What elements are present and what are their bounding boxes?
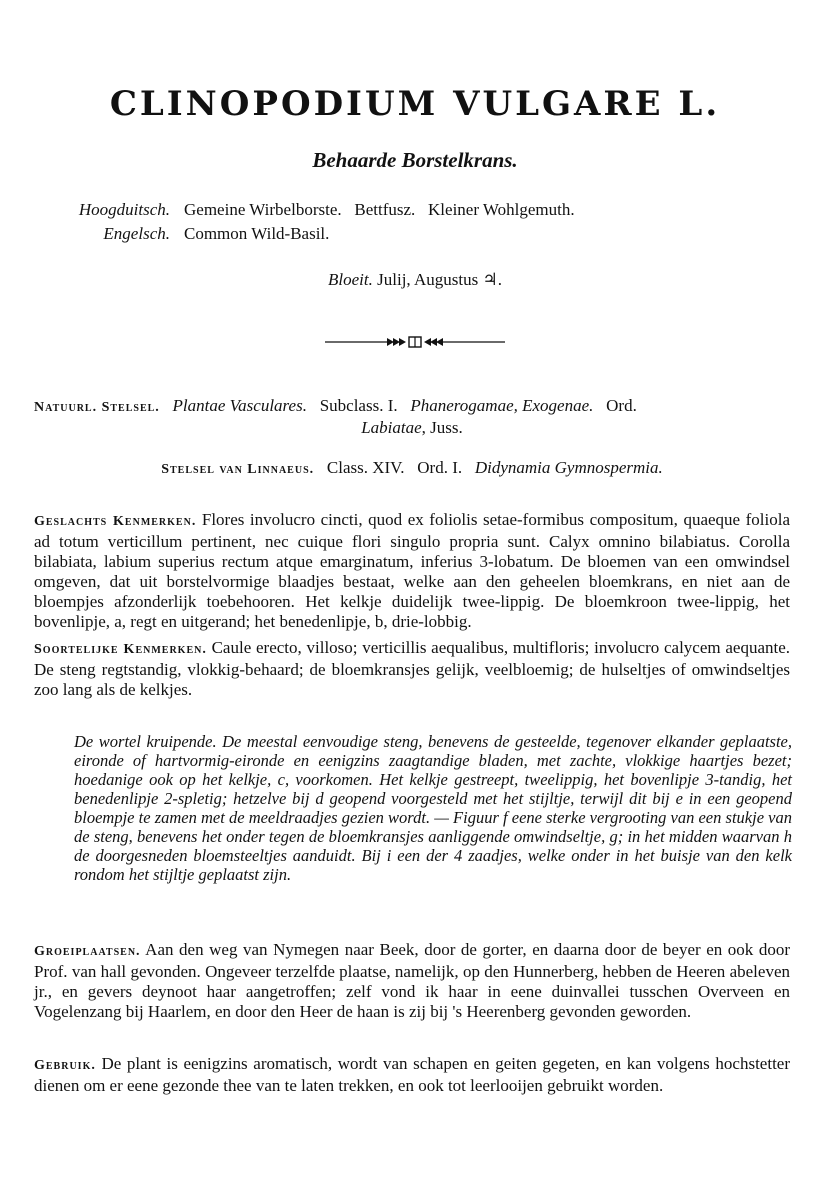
- habitats-text: Aan den weg van Nymegen naar Beek, door de gorter, en daarna door de beyer en ook door Prof. van hall gevonden. Ongeveer terzelfde plaatse, namelijk, op den Hunnerberg, hebben de Heeren abeleven jr., en gevers deynoot haar aangetroffen; zelf vond ik haar in eene duinvallei tusschen Overveen en Vogelenzang bij Haarlem, en door den Heer de haan is zij bij 's Heerenberg gevonden geworden.: [34, 940, 790, 1021]
- section-label: Soortelijke Kenmerken.: [34, 642, 207, 657]
- species-text: Caule erecto, villoso; verticillis aequalibus, multifloris; involucro calycem aequante. De steng regtstandig, vlokkig-behaard; de bloemkransjes gelijk, veelbloemig; de hulseltjes of omwindseltjes zoo lang als de kelkjes.: [34, 638, 791, 699]
- linnaeus-class: Class. XIV. Ord. I.: [326, 458, 463, 477]
- section-label: Natuurl. Stelsel.: [34, 400, 160, 415]
- language-label: Hoogduitsch.: [78, 200, 170, 219]
- habitats: [34, 940, 790, 1022]
- species-characters: [34, 638, 790, 700]
- flowering-label: Bloeit.: [328, 270, 373, 289]
- language-label: Engelsch.: [103, 224, 170, 243]
- section-label: Gebruik.: [34, 1058, 96, 1073]
- flowering-line: [0, 270, 830, 290]
- natural-system-phanerogamae: Phanerogamae, Exogenae.: [410, 396, 594, 415]
- natural-system-order-line: [34, 418, 790, 438]
- linnaeus-didynamia: Didynamia Gymnospermia.: [474, 458, 663, 477]
- natural-system-juss: , Juss.: [421, 418, 463, 437]
- common-name-row-german: [40, 198, 575, 222]
- usage-text: De plant is eenigzins aromatisch, wordt van schapen en geiten gegeten, en kan volgens hochstetter dienen om er eene gezonde thee van te laten trekken, en ook tot leerlooijen gebruikt worden.: [34, 1054, 790, 1095]
- genus-characters: [34, 510, 790, 632]
- common-name-text: Gemeine Wirbelborste. Bettfusz. Kleiner Wohlgemuth.: [184, 200, 575, 219]
- ornament-divider: [325, 334, 505, 350]
- dutch-name: Behaarde Borstelkrans.: [312, 148, 518, 172]
- natural-system-labiatae: Labiatae: [361, 418, 422, 437]
- flowering-text: Julij, Augustus ♃.: [377, 270, 502, 289]
- common-name-text: Common Wild-Basil.: [184, 224, 330, 243]
- section-label: Geslachts Kenmerken.: [34, 514, 197, 529]
- common-name-row-english: [40, 222, 575, 246]
- section-label: Groeiplaatsen.: [34, 944, 141, 959]
- common-names: [40, 198, 575, 246]
- natural-system-plantae: Plantae Vasculares.: [172, 396, 307, 415]
- usage: [34, 1054, 790, 1096]
- section-label: Stelsel van Linnaeus.: [161, 462, 315, 477]
- natural-system-ord: Ord.: [606, 396, 637, 415]
- natural-system-subclass: Subclass. I.: [319, 396, 398, 415]
- description-paragraph: De wortel kruipende. De meestal eenvoudige steng, benevens de gesteelde, tegenover elkander geplaatste, eironde of hartvormig-eironde en eenigzins zaagtandige bladen, met zachte, vlokkige haartjes bezet; hoedanige ook op het kelkje, c, voorkomen. Het kelkje gestreept, tweelippig, het bovenlipje 3-tandig, het benedenlipje 2-spletig; hetzelve bij d geopend voorgesteld met het stijltje, terwijl dit bij e in een geopend bloempje te zamen met de meeldraadjes gezien wordt. — Figuur f eene sterke vergrooting van een stukje van de steng, benevens het onder tegen de bloemkransjes aanliggende omwindseltje, g; in het midden waarvan h de doorgesneden bloemsteeltjes aanduidt. Bij i een der 4 zaadjes, welke onder in het buisje van den kelk rondom het stijltje geplaatst zijn.: [74, 732, 792, 884]
- linnaeus-system: [34, 458, 790, 480]
- genus-text: Flores involucro cincti, quod ex foliolis setae-formibus compositum, quaeque foliola ad totum verticillum pertinent, nec cuique flori singulo propria sunt. Calyx omnino bilabiatus. Corolla bilabiata, labium superius rectum atque emarginatum, inferius 3-lobatum. De bloemen van een omwindsel omgeven, dat uit borstelvormige blaadjes bestaat, welke aan den geheelen bloemkrans, en niet aan de bloempjes afzonderlijk toebehooren. Het kelkje duidelijk twee-lippig. De bloemkroon twee-lippig, het bovenlipje, a, regt en uitgerand; het benedenlipje, b, drie-lobbig.: [34, 510, 790, 631]
- natural-system: [34, 396, 790, 438]
- page-title: CLINOPODIUM VULGARE L.: [109, 84, 721, 124]
